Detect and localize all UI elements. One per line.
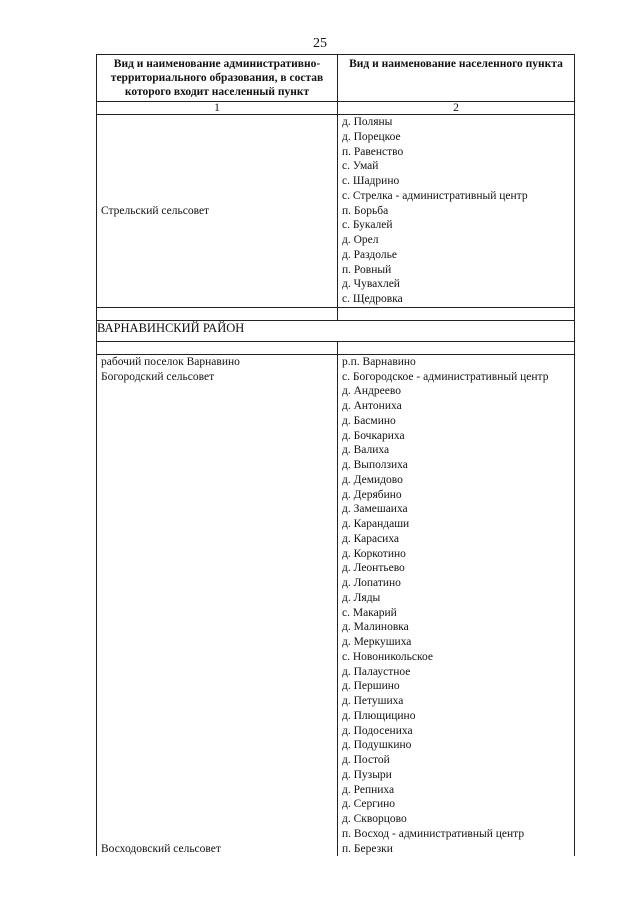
settlement-item: с. Умай	[342, 160, 379, 173]
settlement-item: д. Поляны	[342, 116, 393, 128]
blank-line	[101, 561, 333, 576]
settlement-item: с. Богородское - административный центр	[342, 370, 549, 383]
blank-line	[101, 429, 333, 444]
header-col1-text: Вид и наименование административно-территориального образования, в состав которого входит населенный пункт	[110, 58, 324, 98]
settlement-item: д. Андреево	[342, 385, 401, 398]
settlement-item: с. Букалей	[342, 219, 393, 232]
settlement-item: д. Меркушиха	[342, 636, 412, 648]
spacer-cell-1	[97, 307, 338, 320]
blank-line	[101, 709, 333, 724]
settlement-item: д. Постой	[342, 754, 390, 766]
settlement-item: п. Березки	[342, 842, 393, 855]
blank-line	[101, 414, 333, 429]
settlement-item: д. Репниха	[342, 783, 395, 796]
blank-line	[101, 458, 333, 473]
district-row	[97, 320, 575, 341]
column-number-row	[97, 102, 575, 115]
blank-line	[101, 576, 333, 591]
settlement-item: п. Борьба	[342, 204, 389, 217]
settlement-item: д. Подушкино	[342, 739, 412, 752]
column-number-2: 2	[338, 102, 575, 115]
strelsky-settlement-list	[338, 115, 575, 308]
settlement-item: д. Ляды	[342, 591, 381, 604]
settlement-item: с. Щедровка	[342, 293, 403, 305]
blank-line	[101, 591, 333, 606]
settlement-item: п. Восход - административный центр	[342, 827, 525, 840]
blank-line	[101, 812, 333, 827]
settlement-item: д. Леонтьево	[342, 562, 405, 575]
strelsky-row	[97, 115, 575, 308]
spacer-cell-2	[338, 341, 575, 354]
blank-line	[101, 797, 333, 812]
settlement-item: р.п. Варнавино	[342, 355, 416, 368]
admin-unit-name: рабочий поселок Варнавино	[101, 355, 240, 368]
admin-unit-name: Восходовский сельсовет	[101, 842, 221, 855]
settlement-item: д. Карандаши	[342, 518, 410, 530]
blank-line	[101, 473, 333, 488]
settlement-item: д. Першино	[342, 680, 400, 693]
settlement-item: п. Равенство	[342, 145, 404, 158]
settlement-item: д. Карасиха	[342, 532, 400, 545]
blank-line	[101, 620, 333, 635]
blank-line	[101, 399, 333, 414]
table-header-row	[97, 55, 575, 102]
blank-line	[101, 635, 333, 650]
blank-line	[101, 532, 333, 547]
settlement-item: д. Плющицино	[342, 709, 416, 722]
settlement-item: д. Бочкариха	[342, 429, 405, 442]
settlement-item: д. Коркотино	[342, 547, 406, 560]
blank-line	[101, 502, 333, 517]
settlement-item: д. Басмино	[342, 414, 396, 427]
blank-line	[101, 606, 333, 621]
settlement-item: с. Шадрино	[342, 175, 400, 187]
settlement-item: с. Макарий	[342, 606, 397, 619]
settlement-item: с. Стрелка - административный центр	[342, 189, 528, 202]
settlement-item: д. Антониха	[342, 400, 402, 412]
blank-line	[101, 679, 333, 694]
settlement-item: с. Новоникольское	[342, 650, 434, 663]
blank-line	[101, 783, 333, 798]
header-col1	[97, 55, 338, 102]
spacer-cell-2	[338, 307, 575, 320]
blank-line	[101, 665, 333, 680]
settlement-item: д. Петушиха	[342, 695, 404, 707]
varnavino-units-list	[97, 354, 338, 856]
district-name: ВАРНАВИНСКИЙ РАЙОН	[97, 320, 575, 341]
settlement-item: д. Чувахлей	[342, 278, 400, 291]
settlement-item: д. Порецкое	[342, 130, 401, 143]
blank-line	[101, 547, 333, 562]
settlement-item: д. Демидово	[342, 473, 403, 486]
blank-line	[101, 384, 333, 399]
blank-line	[101, 827, 333, 842]
settlement-item: д. Выползиха	[342, 459, 408, 471]
settlements-table	[96, 54, 575, 856]
settlement-item: д. Палаустное	[342, 665, 411, 678]
strelsky-unit-name: Стрельский сельсовет	[97, 115, 338, 308]
blank-line	[101, 517, 333, 532]
column-number-1: 1	[97, 102, 338, 115]
header-col2-text: Вид и наименование населенного пункта	[349, 58, 563, 70]
settlement-item: д. Дерябино	[342, 488, 402, 501]
blank-line	[101, 768, 333, 783]
settlement-item: д. Замешаиха	[342, 503, 408, 516]
blank-line	[101, 753, 333, 768]
blank-line	[101, 443, 333, 458]
settlement-item: д. Пузыри	[342, 768, 392, 781]
blank-line	[101, 694, 333, 709]
page-number: 25	[313, 36, 327, 51]
varnavino-row	[97, 354, 575, 856]
admin-unit-name: Богородский сельсовет	[101, 370, 215, 383]
settlement-item: п. Ровный	[342, 263, 392, 276]
settlement-item: д. Орел	[342, 234, 379, 246]
settlement-item: д. Подосениха	[342, 724, 413, 737]
blank-line	[101, 650, 333, 665]
settlement-item: д. Лопатино	[342, 577, 401, 589]
spacer-row	[97, 307, 575, 320]
settlement-item: д. Сергино	[342, 798, 396, 811]
blank-line	[101, 724, 333, 739]
settlement-item: д. Раздолье	[342, 248, 397, 261]
settlement-item: д. Скворцово	[342, 813, 407, 825]
spacer-cell-1	[97, 341, 338, 354]
spacer-row	[97, 341, 575, 354]
varnavino-settlement-list	[338, 354, 575, 856]
settlement-item: д. Малиновка	[342, 621, 409, 634]
blank-line	[101, 738, 333, 753]
header-col2	[338, 55, 575, 102]
blank-line	[101, 488, 333, 503]
settlement-item: д. Валиха	[342, 444, 390, 457]
